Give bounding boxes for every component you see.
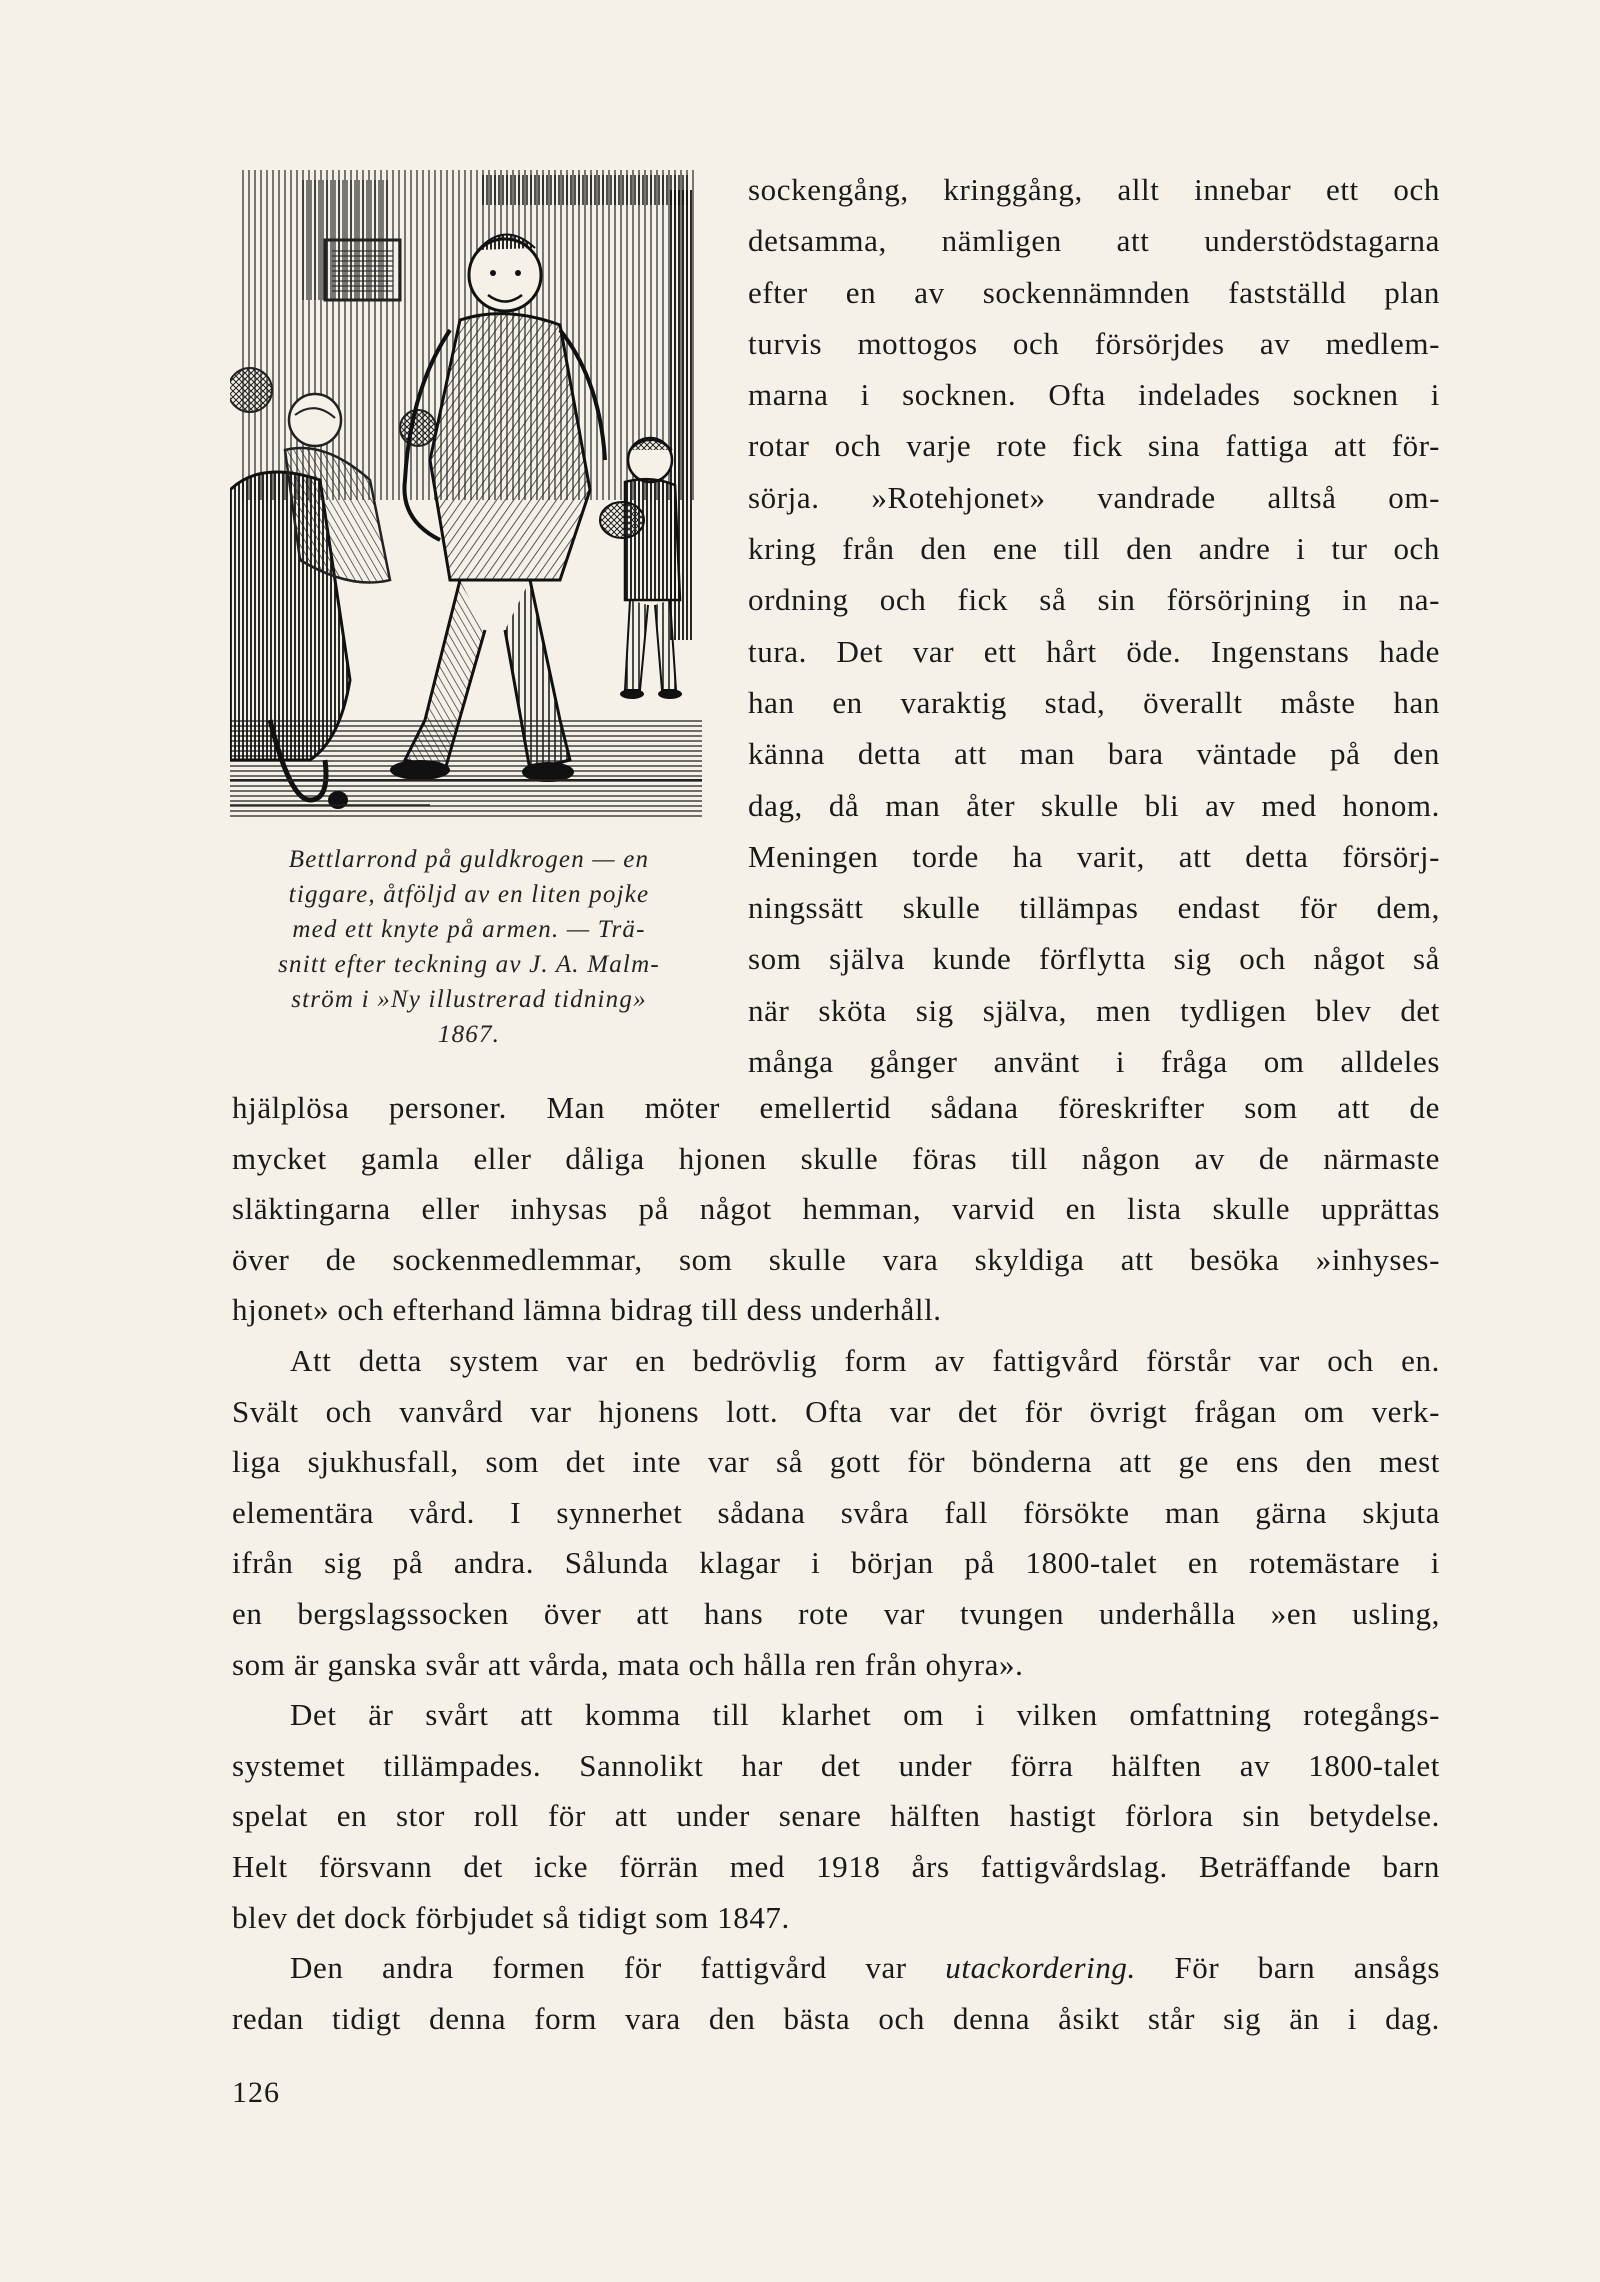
text-line: elementära vård. I synnerhet sådana svåra fall försökte man gärna skjuta [232, 1494, 1440, 1530]
text-line: marna i socknen. Ofta indelades socknen i [748, 377, 1440, 413]
text-line: efter en av sockennämnden fastställd plan [748, 274, 1440, 310]
text-line: turvis mottogos och försörjdes av medlem- [748, 325, 1440, 361]
text-line: dag, då man åter skulle bli av med honom. [748, 787, 1440, 823]
caption-line: Bettlarrond på guldkrogen — en [288, 846, 650, 873]
text-line: många gånger använt i fråga om alldeles [748, 1044, 1440, 1080]
text-line: som är ganska svår att vårda, mata och hålla ren från ohyra». [232, 1646, 1024, 1682]
text-line: Svält och vanvård var hjonens lott. Ofta var det för övrigt frågan om verk- [232, 1393, 1440, 1429]
caption-line: ström i »Ny illustrerad tidning» [291, 986, 647, 1013]
text-line: känna detta att man bara väntade på den [748, 736, 1440, 772]
paragraph-4 [232, 1943, 1440, 2044]
beggar-engraving-image [230, 160, 702, 820]
emphasized-term: utackordering. [945, 1950, 1136, 1986]
paragraph-1 [232, 1083, 1440, 1336]
text-line: hjonet» och efterhand lämna bidrag till dess underhåll. [232, 1292, 942, 1328]
paragraph-3 [232, 1690, 1440, 1943]
text-line: ningssätt skulle tillämpas endast för dem, [748, 890, 1440, 926]
text-line: när sköta sig själva, men tydligen blev det [748, 992, 1440, 1028]
page-number: 126 [232, 2076, 280, 2109]
text-line: detsamma, nämligen att understödstagarna [748, 223, 1440, 259]
woodcut-illustration [230, 160, 702, 820]
caption-line: snitt efter teckning av J. A. Malm- [278, 951, 660, 978]
text-line: Meningen torde ha varit, att detta försörj- [748, 838, 1440, 874]
text-line: liga sjukhusfall, som det inte var så gott för bönderna att ge ens den mest [232, 1444, 1440, 1480]
text-segment: Den andra formen för fattigvård var [290, 1950, 907, 1986]
text-line: redan tidigt denna form vara den bästa och denna åsikt står sig än i dag. [232, 2000, 1440, 2036]
text-line: över de sockenmedlemmar, som skulle vara skyldiga att besöka »inhyses- [232, 1241, 1440, 1277]
caption-line: tiggare, åtföljd av en liten pojke [288, 881, 650, 908]
text-line: sörja. »Rotehjonet» vandrade alltså om- [748, 479, 1440, 515]
text-line: rotar och varje rote fick sina fattiga att för- [748, 428, 1440, 464]
text-line: som själva kunde förflytta sig och något så [748, 941, 1440, 977]
text-segment: För barn ansågs [1174, 1950, 1440, 1986]
text-line: tura. Det var ett hårt öde. Ingenstans hade [748, 633, 1440, 669]
text-line: spelat en stor roll för att under senare hälften hastigt förlora sin betydelse. [232, 1798, 1440, 1834]
caption-line: 1867. [437, 1021, 501, 1048]
text-line: kring från den ene till den andre i tur och [748, 531, 1440, 567]
text-line: Att detta system var en bedrövlig form av fattigvård förstår var och en. [290, 1342, 1440, 1378]
figure-caption [232, 842, 706, 1052]
text-line: släktingarna eller inhysas på något hemman, varvid en lista skulle upprättas [232, 1191, 1440, 1227]
text-line [232, 1943, 1440, 1994]
text-line: ifrån sig på andra. Sålunda klagar i början på 1800-talet en rotemästare i [232, 1545, 1440, 1581]
paragraph-2 [232, 1336, 1440, 1690]
text-line: systemet tillämpades. Sannolikt har det under förra hälften av 1800-talet [232, 1747, 1440, 1783]
text-line: en bergslagssocken över att hans rote var tvungen underhålla »en usling, [232, 1595, 1440, 1631]
text-line: ordning och fick så sin försörjning in na- [748, 582, 1440, 618]
body-text [232, 1083, 1440, 2044]
right-column-text [748, 164, 1440, 1087]
text-line: han en varaktig stad, överallt måste han [748, 684, 1440, 720]
text-line: blev det dock förbjudet så tidigt som 1847. [232, 1899, 790, 1935]
text-line: mycket gamla eller dåliga hjonen skulle föras till någon av de närmaste [232, 1140, 1440, 1176]
text-line: hjälplösa personer. Man möter emellertid sådana föreskrifter som att de [232, 1090, 1440, 1125]
text-line: Helt försvann det icke förrän med 1918 års fattigvårdslag. Beträffande barn [232, 1848, 1440, 1884]
caption-line: med ett knyte på armen. — Trä- [292, 916, 646, 943]
text-line: sockengång, kringgång, allt innebar ett och [748, 172, 1440, 207]
text-line: Det är svårt att komma till klarhet om i vilken omfattning rotegångs- [290, 1697, 1440, 1733]
